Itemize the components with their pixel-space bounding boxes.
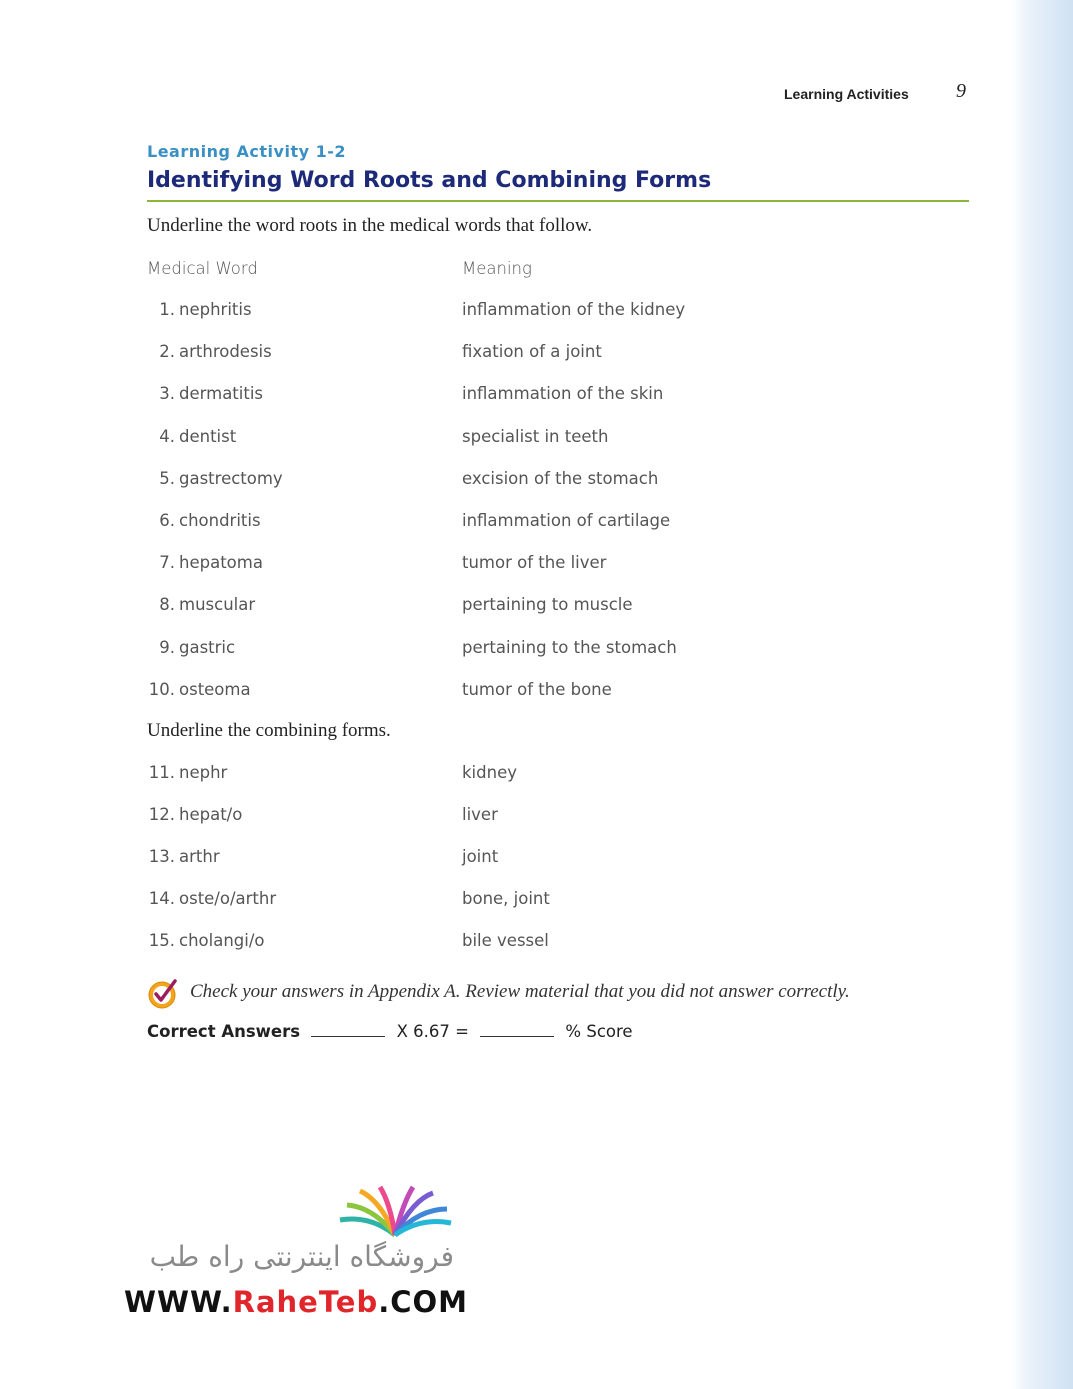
item-number: 8.	[159, 595, 175, 615]
item-word: cholangi/o	[179, 931, 265, 950]
item-word: osteoma	[179, 679, 251, 699]
item-number: 13.	[148, 847, 175, 866]
item-number: 9.	[159, 637, 175, 657]
list-item	[0, 342, 1073, 370]
item-word: oste/o/arthr	[179, 889, 277, 908]
list-item	[0, 638, 1073, 666]
item-meaning: excision of the stomach	[462, 468, 659, 488]
list-item	[0, 469, 1073, 497]
item-number: 12.	[148, 805, 175, 824]
item-meaning: kidney	[462, 763, 517, 782]
checkmark-badge-icon	[147, 978, 179, 1010]
item-number: 15.	[148, 931, 175, 950]
item-meaning: joint	[462, 847, 499, 866]
check-answers-text: Check your answers in Appendix A. Review material that you did not answer correctly.	[190, 981, 850, 1002]
item-meaning: pertaining to the stomach	[462, 637, 677, 657]
list-item	[0, 595, 1073, 623]
item-number: 7.	[159, 553, 175, 573]
correct-answers-blank[interactable]	[311, 1022, 385, 1037]
item-number: 2.	[159, 342, 175, 362]
page-number: 9	[956, 80, 966, 102]
item-word: arthr	[179, 847, 220, 866]
list-item	[0, 680, 1073, 708]
item-word: hepatoma	[179, 553, 263, 573]
url-accent: RaheTeb	[232, 1285, 379, 1319]
item-meaning: inflammation of cartilage	[462, 511, 671, 530]
item-meaning: pertaining to muscle	[462, 595, 633, 615]
list-item	[0, 805, 1073, 833]
book-logo-icon	[335, 1185, 455, 1240]
score-suffix: % Score	[565, 1022, 633, 1041]
item-word: dentist	[179, 426, 237, 446]
list-item	[0, 889, 1073, 917]
item-meaning: tumor of the bone	[462, 679, 612, 699]
list-item	[0, 847, 1073, 875]
list-item	[0, 511, 1073, 539]
item-meaning: specialist in teeth	[462, 426, 609, 446]
watermark-persian-text: فروشگاه اینترنتی راه طب	[149, 1240, 454, 1273]
list-item	[0, 300, 1073, 328]
item-meaning: inflammation of the skin	[462, 384, 664, 404]
running-head: Learning Activities	[784, 86, 909, 102]
list-item	[0, 763, 1073, 791]
item-number: 14.	[148, 889, 175, 908]
item-number: 10.	[148, 679, 175, 699]
item-meaning: tumor of the liver	[462, 553, 607, 573]
item-number: 6.	[159, 511, 175, 530]
list-item	[0, 384, 1073, 412]
item-meaning: liver	[462, 805, 498, 824]
score-blank[interactable]	[480, 1022, 554, 1037]
item-word: dermatitis	[179, 384, 264, 404]
item-word: muscular	[179, 595, 256, 615]
section2-instruction: Underline the combining forms.	[147, 720, 391, 741]
activity-title: Identifying Word Roots and Combining Forms	[147, 168, 712, 193]
item-word: arthrodesis	[179, 342, 272, 362]
section1-instruction: Underline the word roots in the medical words that follow.	[147, 215, 593, 236]
item-number: 1.	[159, 300, 175, 319]
score-multiplier: X 6.67 =	[396, 1022, 469, 1041]
url-prefix: WWW.	[124, 1285, 233, 1319]
score-line	[147, 1022, 633, 1041]
item-word: gastrectomy	[179, 468, 283, 488]
item-word: hepat/o	[179, 805, 243, 824]
title-divider	[147, 200, 969, 202]
item-number: 3.	[159, 384, 175, 404]
list-item	[0, 427, 1073, 455]
item-meaning: fixation of a joint	[462, 342, 602, 362]
column-header-word: Medical Word	[147, 259, 258, 278]
activity-label: Learning Activity 1-2	[147, 142, 346, 161]
item-number: 4.	[159, 426, 175, 446]
correct-answers-label: Correct Answers	[147, 1022, 301, 1041]
column-header-meaning: Meaning	[462, 259, 532, 278]
list-item	[0, 553, 1073, 581]
watermark-url	[124, 1285, 468, 1319]
item-word: gastric	[179, 637, 236, 657]
item-meaning: bile vessel	[462, 931, 549, 950]
item-number: 5.	[159, 468, 175, 488]
url-suffix: .COM	[378, 1285, 469, 1319]
list-item	[0, 931, 1073, 959]
item-word: nephritis	[179, 300, 252, 319]
item-number: 11.	[148, 763, 175, 782]
item-word: chondritis	[179, 511, 261, 530]
item-word: nephr	[179, 763, 228, 782]
item-meaning: bone, joint	[462, 889, 550, 908]
item-meaning: inflammation of the kidney	[462, 300, 686, 319]
